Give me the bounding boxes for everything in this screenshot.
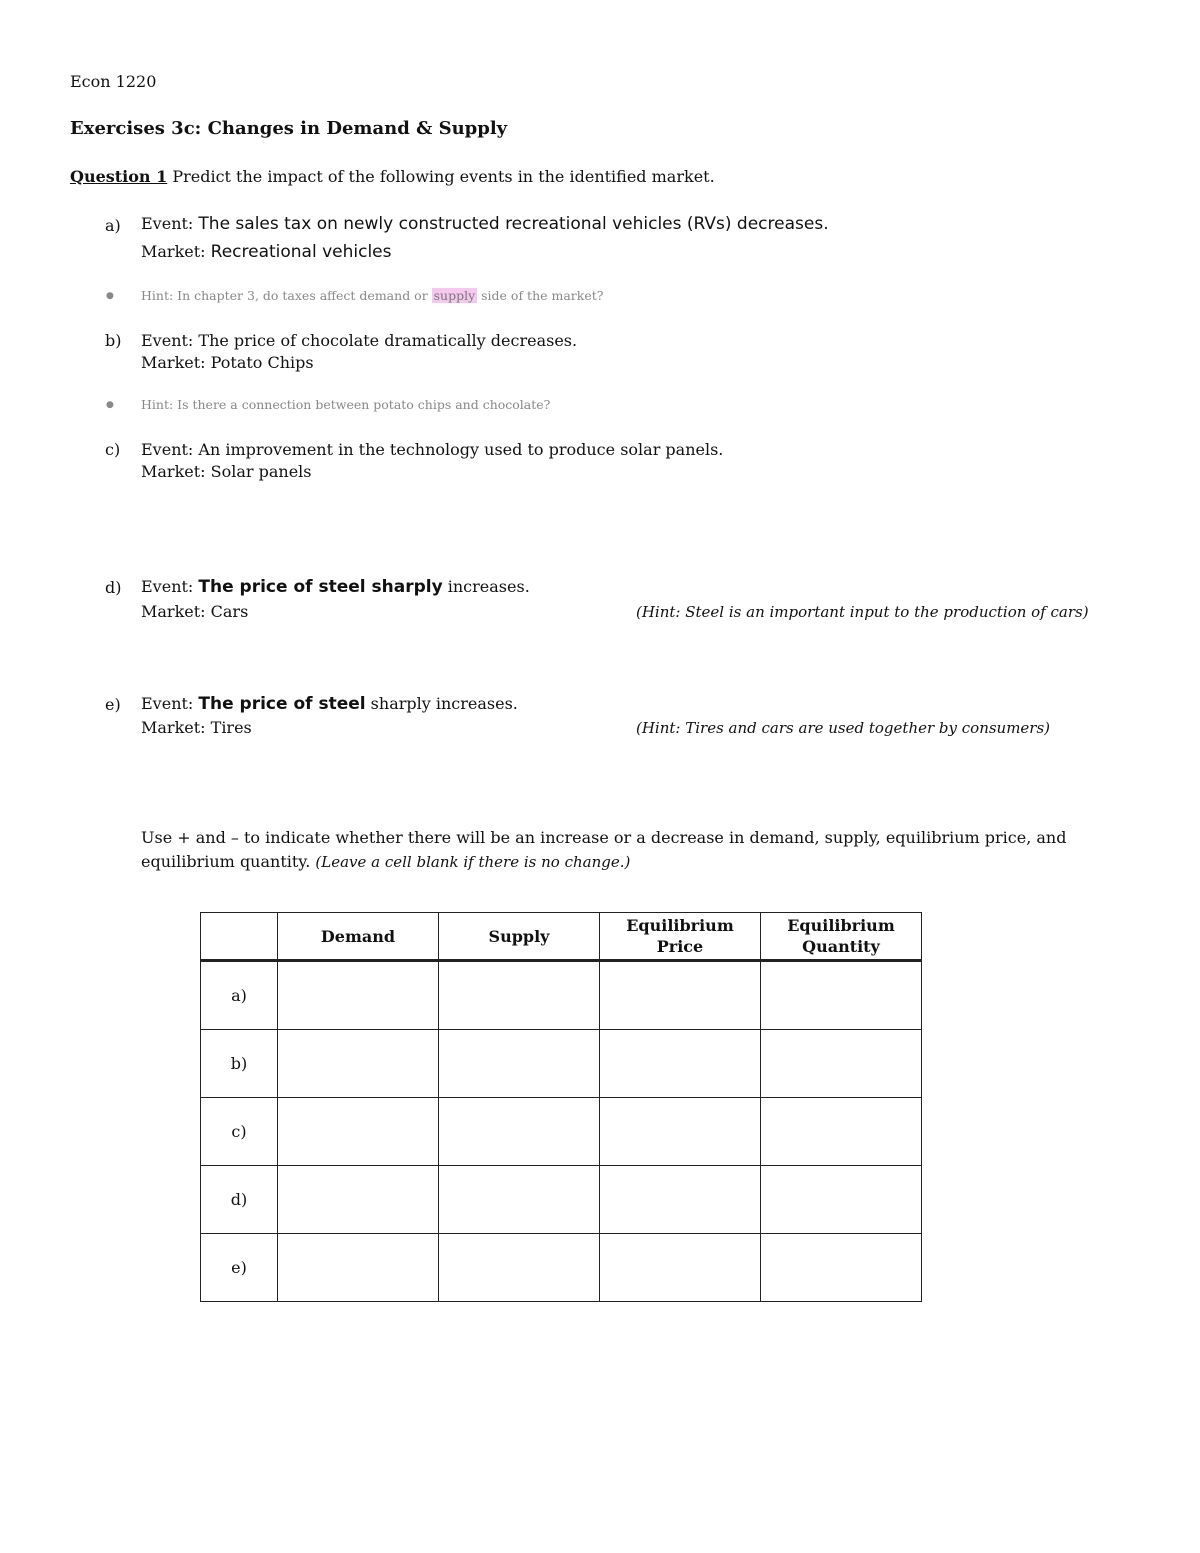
item-d-event-bold: The price of steel sharply [198, 577, 443, 597]
item-a-market-text: Recreational vehicles [210, 242, 392, 262]
table-row [201, 1166, 922, 1234]
header-blank-cell [201, 913, 278, 961]
item-e-event [141, 694, 518, 714]
item-a-market [141, 242, 392, 262]
header-eq-qty-line2: Quantity [802, 937, 880, 956]
item-e-letter: e) [105, 695, 121, 714]
eq-quantity-cell[interactable] [761, 1098, 922, 1166]
item-a-hint [141, 288, 603, 303]
demand-cell[interactable] [278, 961, 439, 1030]
bullet-icon: ● [106, 291, 114, 301]
answer-table [200, 912, 922, 1302]
eq-price-cell[interactable] [600, 1166, 761, 1234]
supply-cell[interactable] [439, 1166, 600, 1234]
eq-price-cell[interactable] [600, 961, 761, 1030]
table-row [201, 961, 922, 1030]
item-d-event [141, 577, 530, 597]
table-row [201, 1098, 922, 1166]
supply-cell[interactable] [439, 1098, 600, 1166]
item-c-event: Event: An improvement in the technology used to produce solar panels. [141, 440, 724, 459]
item-e-event-label: Event: [141, 694, 199, 713]
instructions-note: (Leave a cell blank if there is no change.) [315, 853, 631, 871]
eq-quantity-cell[interactable] [761, 1030, 922, 1098]
item-d-event-label: Event: [141, 577, 199, 596]
supply-cell[interactable] [439, 1234, 600, 1302]
course-code: Econ 1220 [70, 72, 157, 91]
item-a-event-label: Event: [141, 214, 199, 233]
supply-cell[interactable] [439, 1030, 600, 1098]
table-header-row [201, 913, 922, 961]
instructions-text: Use + and – to indicate whether there will be an increase or a decrease in demand, supply, equilibrium price, and equilibrium quantity. [141, 828, 1067, 871]
item-c-letter: c) [105, 440, 121, 459]
header-supply: Supply [439, 913, 600, 961]
header-eq-qty-line1: Equilibrium [787, 916, 895, 935]
row-label: a) [201, 961, 278, 1030]
table-row [201, 1234, 922, 1302]
header-eq-price-line2: Price [656, 937, 704, 956]
demand-cell[interactable] [278, 1166, 439, 1234]
row-label: e) [201, 1234, 278, 1302]
item-b-hint: Hint: Is there a connection between potato chips and chocolate? [141, 397, 551, 412]
item-d-event-rest: increases. [442, 577, 530, 596]
item-a-letter: a) [105, 216, 121, 235]
item-e-event-bold: The price of steel [198, 694, 366, 714]
eq-quantity-cell[interactable] [761, 961, 922, 1030]
item-a-hint-end: side of the market? [477, 288, 604, 303]
page-title: Exercises 3c: Changes in Demand & Supply [70, 118, 508, 139]
eq-quantity-cell[interactable] [761, 1234, 922, 1302]
item-c-market: Market: Solar panels [141, 462, 312, 481]
item-e-event-rest: sharply increases. [365, 694, 518, 713]
item-d-letter: d) [105, 578, 122, 597]
demand-cell[interactable] [278, 1098, 439, 1166]
item-b-market: Market: Potato Chips [141, 353, 314, 372]
bullet-icon: ● [106, 400, 114, 410]
item-d-hint: (Hint: Steel is an important input to the production of cars) [636, 603, 1089, 621]
item-e-market: Market: Tires [141, 718, 252, 737]
table-instructions [141, 826, 1141, 874]
demand-cell[interactable] [278, 1234, 439, 1302]
item-b-letter: b) [105, 331, 122, 350]
item-a-event [141, 214, 829, 234]
highlighted-word: supply [433, 288, 476, 303]
demand-cell[interactable] [278, 1030, 439, 1098]
eq-quantity-cell[interactable] [761, 1166, 922, 1234]
question-label: Question 1 [70, 167, 168, 186]
eq-price-cell[interactable] [600, 1098, 761, 1166]
header-eq-price-line1: Equilibrium [626, 916, 734, 935]
item-b-event: Event: The price of chocolate dramatically decreases. [141, 331, 578, 350]
item-e-hint: (Hint: Tires and cars are used together by consumers) [636, 719, 1051, 737]
question-prompt: Predict the impact of the following events in the identified market. [172, 167, 715, 186]
eq-price-cell[interactable] [600, 1030, 761, 1098]
item-a-market-label: Market: [141, 242, 211, 261]
row-label: b) [201, 1030, 278, 1098]
supply-cell[interactable] [439, 961, 600, 1030]
item-d-market: Market: Cars [141, 602, 249, 621]
question-heading [70, 167, 715, 186]
item-a-hint-text: Hint: In chapter 3, do taxes affect demand or [141, 288, 432, 303]
header-equilibrium-quantity [761, 913, 922, 961]
table-row [201, 1030, 922, 1098]
header-demand: Demand [278, 913, 439, 961]
row-label: d) [201, 1166, 278, 1234]
eq-price-cell[interactable] [600, 1234, 761, 1302]
item-a-event-text: The sales tax on newly constructed recreational vehicles (RVs) decreases. [198, 214, 829, 234]
row-label: c) [201, 1098, 278, 1166]
header-equilibrium-price [600, 913, 761, 961]
